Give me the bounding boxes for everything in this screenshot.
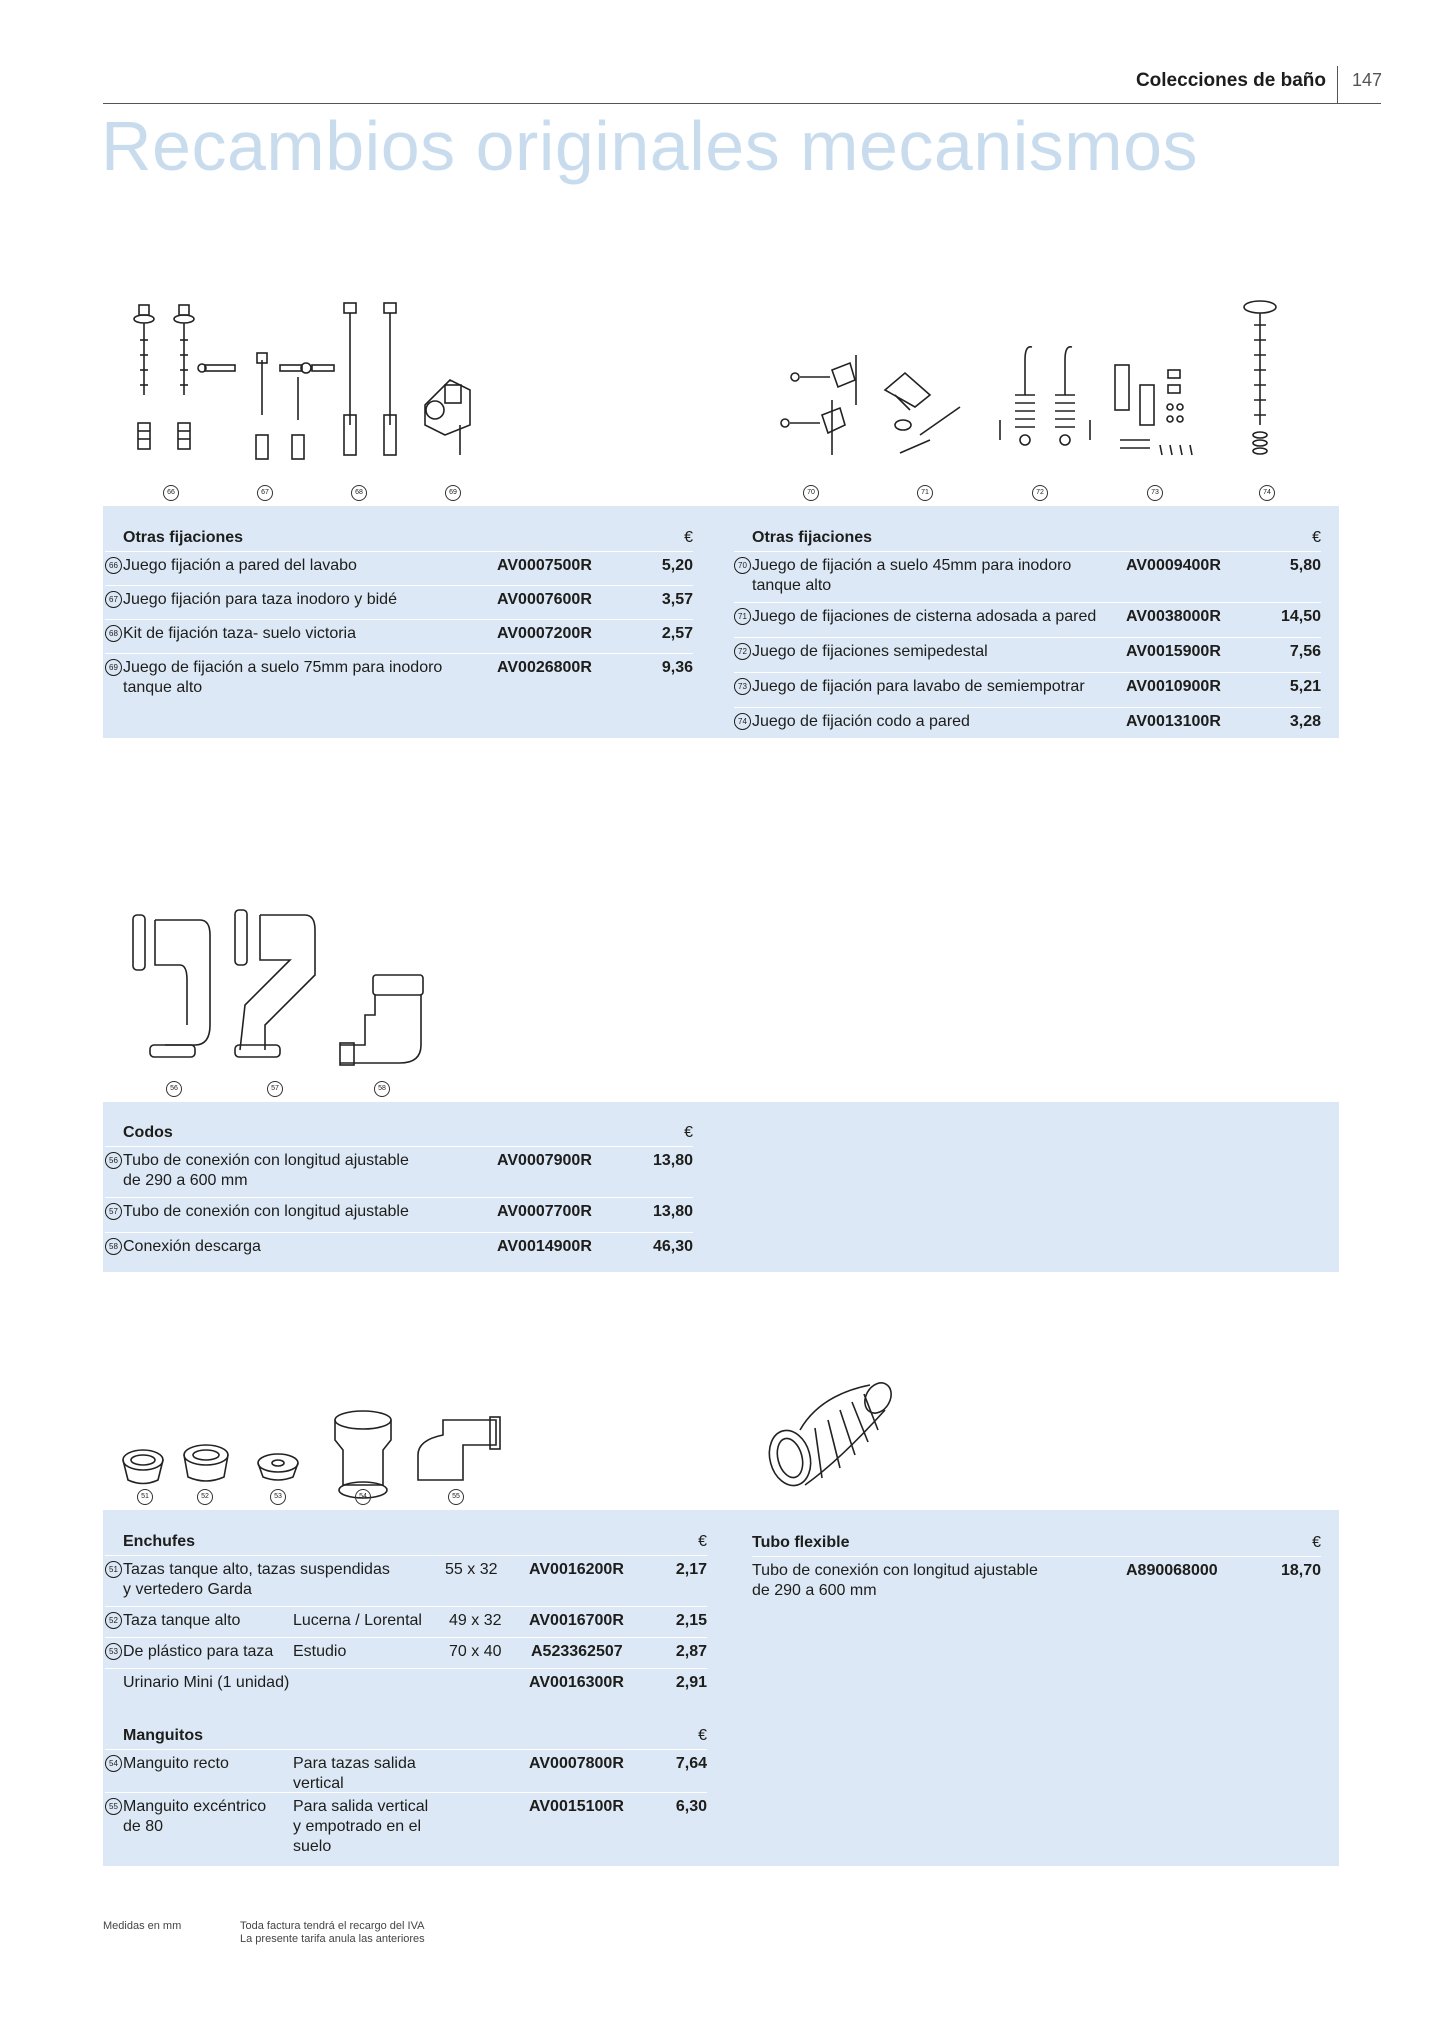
callout-53: 53 bbox=[270, 1489, 286, 1505]
item-number: 54 bbox=[105, 1755, 122, 1772]
bolt-icon bbox=[198, 353, 334, 459]
straight-sleeve-icon bbox=[335, 1411, 391, 1498]
table-row bbox=[105, 1197, 693, 1232]
item-reference: AV0009400R bbox=[1126, 557, 1221, 574]
item-description-line1: Juego de fijación a suelo 45mm para inodoro bbox=[752, 557, 1072, 574]
item-number: 53 bbox=[105, 1643, 122, 1660]
table-tubo-flexible bbox=[752, 1528, 1321, 1607]
long-screw-icon bbox=[344, 303, 396, 455]
item-number: 55 bbox=[105, 1798, 122, 1815]
item-reference: AV0014900R bbox=[497, 1238, 592, 1255]
item-model-line1: Para tazas salida bbox=[293, 1755, 416, 1772]
item-reference: AV0016200R bbox=[529, 1561, 624, 1578]
table-title: Otras fijaciones bbox=[752, 529, 873, 546]
table-row bbox=[105, 1232, 693, 1263]
elbow-pipes-illustration bbox=[125, 905, 445, 1085]
item-number: 70 bbox=[734, 557, 751, 574]
item-model-line2: vertical bbox=[293, 1775, 344, 1792]
item-number: 51 bbox=[105, 1561, 122, 1578]
flexible-tube-icon bbox=[763, 1378, 896, 1490]
table-row bbox=[105, 1792, 707, 1859]
table-row bbox=[752, 1556, 1321, 1607]
item-description: Manguito recto bbox=[123, 1755, 229, 1772]
sockets-illustration bbox=[118, 1405, 503, 1515]
item-price: 9,36 bbox=[661, 659, 693, 676]
currency-label: € bbox=[698, 1533, 707, 1550]
currency-label: € bbox=[1312, 1534, 1321, 1551]
item-description: Juego de fijación codo a pared bbox=[752, 713, 970, 730]
item-price: 18,70 bbox=[1280, 1562, 1321, 1579]
item-reference: AV0007600R bbox=[497, 591, 592, 608]
callout-72: 72 bbox=[1032, 485, 1048, 501]
table-header bbox=[734, 523, 1321, 551]
discharge-connector-icon bbox=[340, 975, 423, 1065]
item-model: Lucerna / Lorental bbox=[293, 1612, 422, 1629]
item-reference: AV0015900R bbox=[1126, 643, 1221, 660]
item-number: 67 bbox=[105, 591, 122, 608]
table-title: Tubo flexible bbox=[752, 1534, 850, 1551]
item-price: 3,57 bbox=[661, 591, 693, 608]
item-description: Tubo de conexión con longitud ajustable bbox=[123, 1203, 409, 1220]
spring-hook-icon bbox=[1000, 347, 1090, 445]
callout-70: 70 bbox=[803, 485, 819, 501]
item-number: 69 bbox=[105, 659, 122, 676]
currency-label: € bbox=[1312, 529, 1321, 546]
table-row bbox=[734, 707, 1321, 738]
table-header bbox=[105, 1721, 707, 1749]
item-description-line2: de 80 bbox=[123, 1818, 164, 1835]
table-row bbox=[105, 1749, 707, 1792]
floor-fixing-icon bbox=[781, 355, 856, 455]
item-description: Conexión descarga bbox=[123, 1238, 261, 1255]
table-row bbox=[105, 1146, 693, 1197]
item-model bbox=[293, 1797, 428, 1857]
item-reference: A523362507 bbox=[531, 1643, 623, 1660]
item-reference: A890068000 bbox=[1126, 1562, 1218, 1579]
elbow-pipe-icon bbox=[133, 915, 210, 1057]
item-reference: AV0007700R bbox=[497, 1203, 592, 1220]
item-description bbox=[123, 658, 442, 698]
item-description: Juego fijación a pared del lavabo bbox=[123, 557, 357, 574]
table-header bbox=[105, 523, 693, 551]
item-description: Taza tanque alto bbox=[123, 1612, 241, 1629]
long-rod-icon bbox=[1244, 301, 1276, 454]
table-row bbox=[105, 1637, 707, 1668]
item-reference: AV0007900R bbox=[497, 1152, 592, 1169]
table-header bbox=[752, 1528, 1321, 1556]
item-description-line2: de 290 a 600 mm bbox=[752, 1582, 877, 1599]
item-number: 52 bbox=[105, 1612, 122, 1629]
plate-kit-icon bbox=[1115, 365, 1192, 455]
table-row bbox=[105, 585, 693, 619]
item-price: 2,57 bbox=[661, 625, 693, 642]
item-number: 74 bbox=[734, 713, 751, 730]
item-size: 49 x 32 bbox=[449, 1612, 502, 1629]
item-model bbox=[293, 1754, 416, 1794]
item-description-line2: de 290 a 600 mm bbox=[123, 1172, 248, 1189]
item-size: 55 x 32 bbox=[445, 1561, 498, 1578]
footer-note-vat: Toda factura tendrá el recargo del IVA bbox=[240, 1920, 425, 1932]
table-row bbox=[105, 619, 693, 653]
callout-68: 68 bbox=[351, 485, 367, 501]
table-otras-fijaciones-left bbox=[105, 523, 693, 704]
item-price: 6,30 bbox=[675, 1798, 707, 1815]
table-codos bbox=[105, 1118, 693, 1263]
item-price: 7,56 bbox=[1289, 643, 1321, 660]
item-number: 72 bbox=[734, 643, 751, 660]
item-number: 57 bbox=[105, 1203, 122, 1220]
table-title: Codos bbox=[123, 1124, 173, 1141]
item-price: 3,28 bbox=[1289, 713, 1321, 730]
item-price: 7,64 bbox=[675, 1755, 707, 1772]
item-reference: AV0016300R bbox=[529, 1674, 624, 1691]
table-row bbox=[105, 1668, 707, 1699]
callout-66: 66 bbox=[163, 485, 179, 501]
callout-52: 52 bbox=[197, 1489, 213, 1505]
footer-note-tariff: La presente tarifa anula las anteriores bbox=[240, 1933, 425, 1945]
table-enchufes bbox=[105, 1527, 707, 1699]
callout-54: 54 bbox=[355, 1489, 371, 1505]
item-number: 71 bbox=[734, 608, 751, 625]
item-description: Juego de fijaciones de cisterna adosada a pared bbox=[752, 608, 1097, 625]
item-model-line2: y empotrado en el bbox=[293, 1818, 422, 1835]
item-model-line3: suelo bbox=[293, 1838, 332, 1855]
table-otras-fijaciones-right bbox=[734, 523, 1321, 738]
table-row bbox=[734, 602, 1321, 637]
item-description bbox=[752, 1561, 1038, 1601]
item-description: Kit de fijación taza- suelo victoria bbox=[123, 625, 356, 642]
footer-units: Medidas en mm bbox=[103, 1920, 182, 1932]
header-rule bbox=[103, 103, 1381, 104]
callout-71: 71 bbox=[917, 485, 933, 501]
fixings-illustration-right bbox=[760, 295, 1320, 510]
callout-58: 58 bbox=[374, 1081, 390, 1097]
item-number: 68 bbox=[105, 625, 122, 642]
item-description bbox=[752, 556, 1071, 596]
item-description: Juego de fijación para lavabo de semiempotrar bbox=[752, 678, 1085, 695]
item-number: 56 bbox=[105, 1152, 122, 1169]
page-number: 147 bbox=[1352, 70, 1383, 90]
item-reference: AV0026800R bbox=[497, 659, 592, 676]
callout-56: 56 bbox=[166, 1081, 182, 1097]
item-description bbox=[123, 1151, 409, 1191]
table-header bbox=[105, 1527, 707, 1555]
currency-label: € bbox=[698, 1727, 707, 1744]
table-title: Enchufes bbox=[123, 1533, 196, 1550]
item-reference: AV0007800R bbox=[529, 1755, 624, 1772]
item-price: 2,17 bbox=[675, 1561, 707, 1578]
rubber-socket-icon bbox=[123, 1450, 163, 1484]
table-row bbox=[105, 1555, 707, 1606]
item-description-line1: Manguito excéntrico bbox=[123, 1798, 267, 1815]
item-description: Urinario Mini (1 unidad) bbox=[123, 1674, 290, 1691]
elbow-pipe-icon bbox=[235, 910, 315, 1057]
item-number: 73 bbox=[734, 678, 751, 695]
section-title: Colecciones de baño bbox=[1135, 70, 1326, 91]
item-model-line1: Para salida vertical bbox=[293, 1798, 429, 1815]
item-price: 2,15 bbox=[675, 1612, 707, 1629]
flexible-tube-illustration bbox=[760, 1370, 910, 1500]
item-description bbox=[123, 1797, 266, 1837]
currency-label: € bbox=[684, 529, 693, 546]
item-number: 58 bbox=[105, 1238, 122, 1255]
item-size: 70 x 40 bbox=[449, 1643, 502, 1660]
table-title: Manguitos bbox=[123, 1727, 203, 1744]
item-reference: AV0010900R bbox=[1126, 678, 1221, 695]
item-description-line2: tanque alto bbox=[752, 577, 832, 594]
callout-74: 74 bbox=[1259, 485, 1275, 501]
item-description-line1: Tubo de conexión con longitud ajustable bbox=[123, 1152, 409, 1169]
table-title: Otras fijaciones bbox=[123, 529, 244, 546]
table-row bbox=[105, 551, 693, 585]
item-price: 13,80 bbox=[652, 1152, 693, 1169]
item-model: Estudio bbox=[293, 1643, 347, 1660]
page-title: Recambios originales mecanismos bbox=[101, 107, 1199, 185]
item-price: 5,20 bbox=[661, 557, 693, 574]
item-price: 5,80 bbox=[1289, 557, 1321, 574]
table-manguitos bbox=[105, 1721, 707, 1859]
item-price: 2,87 bbox=[675, 1643, 707, 1660]
callout-73: 73 bbox=[1147, 485, 1163, 501]
header-separator bbox=[1337, 66, 1338, 103]
item-number: 66 bbox=[105, 557, 122, 574]
item-reference: AV0016700R bbox=[529, 1612, 624, 1629]
item-reference: AV0038000R bbox=[1126, 608, 1221, 625]
table-row bbox=[734, 637, 1321, 672]
callout-69: 69 bbox=[445, 485, 461, 501]
callout-67: 67 bbox=[257, 485, 273, 501]
item-reference: AV0007500R bbox=[497, 557, 592, 574]
item-description: Juego de fijaciones semipedestal bbox=[752, 643, 988, 660]
bracket-icon bbox=[425, 380, 470, 455]
rubber-socket-icon bbox=[184, 1445, 228, 1481]
table-row bbox=[734, 672, 1321, 707]
callout-55: 55 bbox=[448, 1489, 464, 1505]
fixings-illustration-left bbox=[120, 295, 510, 510]
table-row bbox=[734, 551, 1321, 602]
item-description: Juego fijación para taza inodoro y bidé bbox=[123, 591, 397, 608]
item-reference: AV0015100R bbox=[529, 1798, 624, 1815]
footer-notes bbox=[240, 1920, 425, 1946]
item-description: De plástico para taza bbox=[123, 1643, 274, 1660]
item-price: 14,50 bbox=[1280, 608, 1321, 625]
eccentric-sleeve-icon bbox=[418, 1417, 500, 1480]
table-header bbox=[105, 1118, 693, 1146]
screw-icon bbox=[134, 305, 194, 449]
item-description-line2: y vertedero Garda bbox=[123, 1581, 252, 1598]
item-price: 5,21 bbox=[1289, 678, 1321, 695]
table-row bbox=[105, 1606, 707, 1637]
item-price: 13,80 bbox=[652, 1203, 693, 1220]
table-row bbox=[105, 653, 693, 704]
item-price: 2,91 bbox=[675, 1674, 707, 1691]
callout-51: 51 bbox=[137, 1489, 153, 1505]
item-description-line1: Tazas tanque alto, tazas suspendidas bbox=[123, 1561, 390, 1578]
item-description-line2: tanque alto bbox=[123, 679, 203, 696]
item-reference: AV0007200R bbox=[497, 625, 592, 642]
callout-57: 57 bbox=[267, 1081, 283, 1097]
item-description-line1: Juego de fijación a suelo 75mm para inodoro bbox=[123, 659, 443, 676]
item-reference: AV0013100R bbox=[1126, 713, 1221, 730]
currency-label: € bbox=[684, 1124, 693, 1141]
item-description bbox=[123, 1560, 390, 1600]
plastic-socket-icon bbox=[258, 1454, 298, 1480]
item-description-line1: Tubo de conexión con longitud ajustable bbox=[752, 1562, 1038, 1579]
item-price: 46,30 bbox=[652, 1238, 693, 1255]
corner-bracket-icon bbox=[885, 373, 960, 453]
